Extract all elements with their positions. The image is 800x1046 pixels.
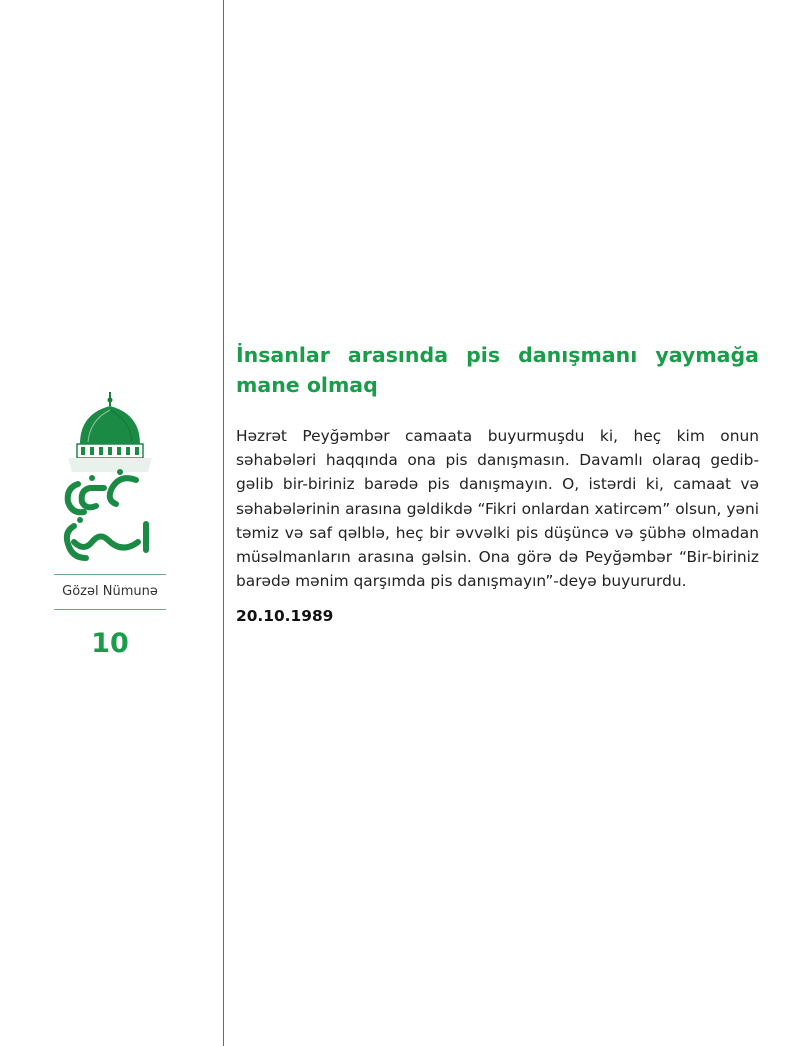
green-dome-logo-icon: [50, 392, 170, 568]
article-date: 20.10.1989: [236, 607, 334, 626]
logo: [50, 392, 170, 568]
article: [236, 340, 759, 625]
article-body: Həzrət Peyğəmbər camaata buyurmuşdu ki, heç kim onun səhabələri haqqında ona pis danışmasın. Davamlı olaraq gedib-gəlib bir-biriniz barədə pis danışmayın. O, istərdi ki, camaat və səhabələrinin arasına gəldikdə “Fikri onlardan xatircəm” olsun, yəni təmiz və saf qəlblə, heç bir əvvəlki pis düşüncə və şübhə olmadan müsəlmanların arasına gəlsin. Ona görə də Peyğəmbər “Bir-biriniz barədə mənim qarşımda pis danışmayın”-deyə buyururdu.: [236, 427, 759, 591]
brand-rule-bottom: [54, 609, 166, 610]
brand-rule-top: [54, 574, 166, 575]
page-number: 10: [91, 628, 129, 659]
vertical-divider: [223, 0, 224, 1046]
article-title: İnsanlar arasında pis danışmanı yaymağa mane olmaq: [236, 343, 759, 397]
brand-name: Gözəl Nümunə: [62, 584, 158, 599]
